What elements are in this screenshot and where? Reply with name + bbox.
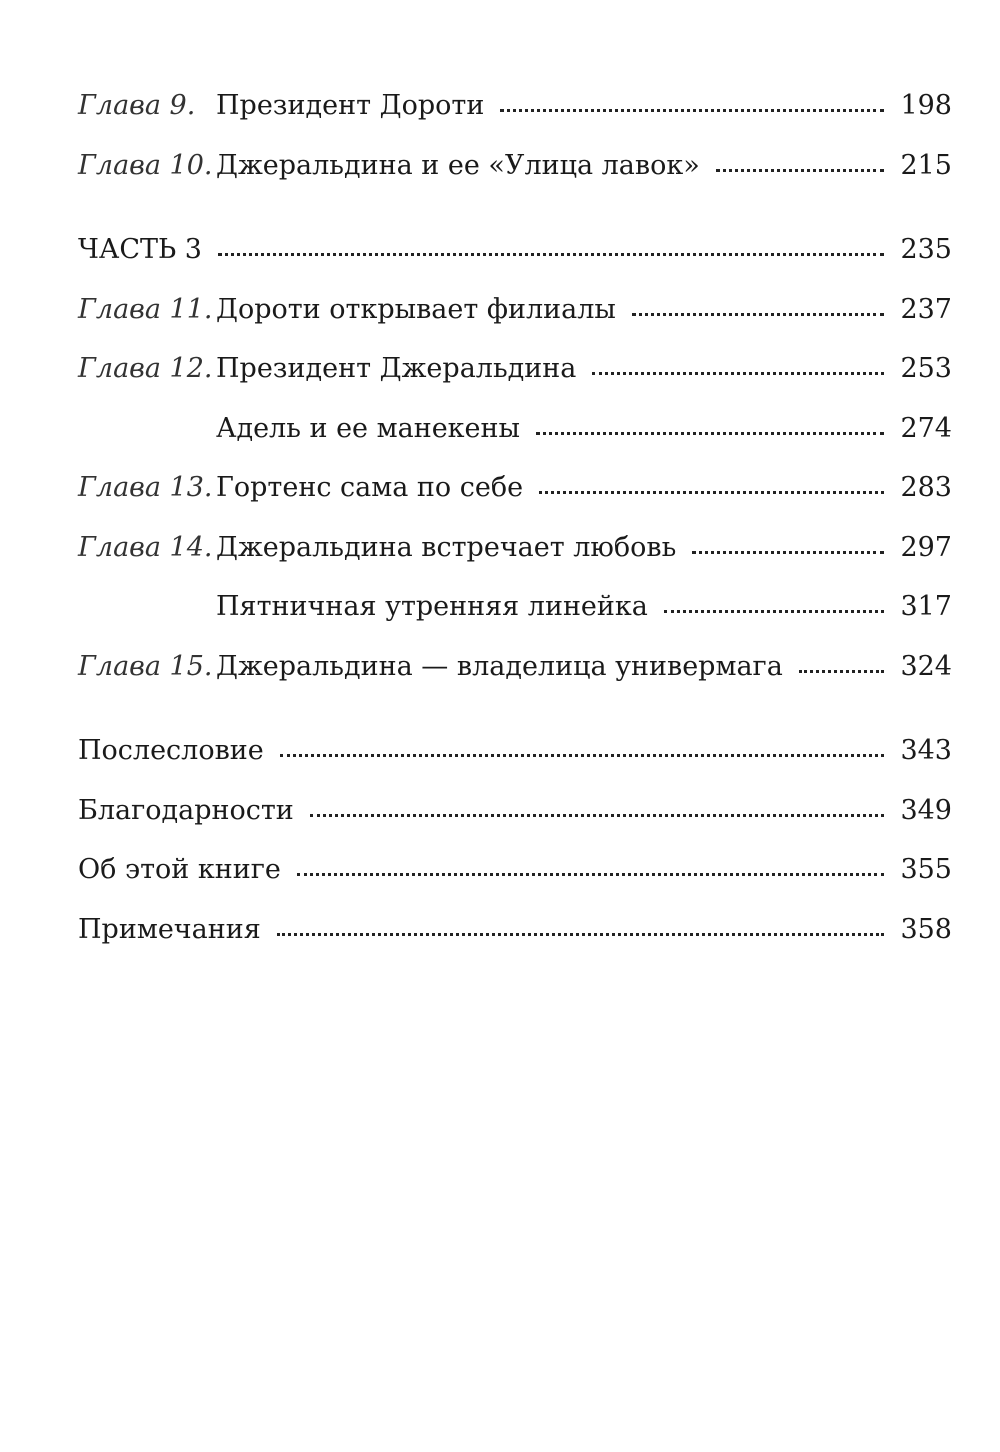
dot-leader — [716, 169, 884, 172]
entry-title: Послесловие — [78, 735, 264, 766]
dot-leader — [692, 551, 884, 554]
entry-title: Президент Джеральдина — [216, 353, 577, 384]
dot-leader — [664, 610, 884, 613]
dot-leader — [297, 873, 884, 876]
page-number: 355 — [900, 854, 952, 885]
entry-title: Примечания — [78, 913, 261, 945]
toc-entry-chapter-15 — [78, 650, 954, 713]
dot-leader — [500, 109, 884, 112]
chapter-number: Глава 12. — [78, 353, 213, 384]
dot-leader — [632, 313, 884, 316]
entry-title: Джеральдина и ее «Улица лавок» — [216, 149, 700, 181]
toc-entry-chapter-9 — [78, 92, 954, 152]
page-number: 358 — [900, 913, 952, 945]
chapter-number: Глава 10. — [78, 149, 213, 181]
page-number: 283 — [900, 472, 952, 503]
toc-entry-chapter-12 — [78, 355, 954, 415]
entry-title: Президент Дороти — [216, 90, 485, 121]
page-number: 297 — [900, 531, 952, 563]
dot-leader — [277, 933, 884, 936]
page-number: 349 — [900, 794, 952, 826]
page-number: 274 — [900, 412, 952, 444]
toc-entry-chapter-11 — [78, 293, 954, 356]
toc-entry-chapter-10 — [78, 149, 954, 212]
toc-entry-subsection — [78, 593, 954, 653]
toc-entry-notes — [78, 913, 954, 976]
entry-title: Гортенс сама по себе — [216, 472, 524, 503]
toc-entry-acknowledgements — [78, 794, 954, 857]
page-number: 215 — [900, 149, 952, 181]
entry-title: Адель и ее манекены — [216, 412, 521, 444]
dot-leader — [799, 670, 884, 673]
page-number: 343 — [900, 735, 952, 766]
dot-leader — [592, 372, 884, 375]
entry-title: Джеральдина встречает любовь — [216, 531, 677, 563]
toc-entry-part-3 — [78, 236, 954, 296]
dot-leader — [218, 253, 884, 256]
page-number: 237 — [900, 293, 952, 325]
page-number: 198 — [900, 90, 952, 121]
page-number: 253 — [900, 353, 952, 384]
dot-leader — [536, 432, 884, 435]
part-title: ЧАСТЬ 3 — [78, 234, 202, 265]
page-number: 317 — [900, 591, 952, 622]
chapter-number: Глава 11. — [78, 293, 213, 325]
toc-entry-afterword — [78, 737, 954, 797]
toc-entry-subsection — [78, 412, 954, 475]
dot-leader — [310, 814, 884, 817]
dot-leader — [280, 754, 884, 757]
chapter-number: Глава 15. — [78, 650, 213, 682]
entry-title: Пятничная утренняя линейка — [216, 591, 648, 622]
table-of-contents — [78, 92, 954, 975]
entry-title: Джеральдина — владелица универмага — [216, 650, 783, 682]
dot-leader — [539, 491, 884, 494]
toc-entry-about-book — [78, 856, 954, 916]
entry-title: Благодарности — [78, 794, 294, 826]
chapter-number: Глава 14. — [78, 531, 213, 563]
toc-entry-chapter-13 — [78, 474, 954, 534]
page-number: 324 — [900, 650, 952, 682]
chapter-number: Глава 9. — [78, 90, 196, 121]
entry-title: Об этой книге — [78, 854, 281, 885]
toc-entry-chapter-14 — [78, 531, 954, 594]
page-number: 235 — [900, 234, 952, 265]
chapter-number: Глава 13. — [78, 472, 213, 503]
entry-title: Дороти открывает филиалы — [216, 293, 616, 325]
